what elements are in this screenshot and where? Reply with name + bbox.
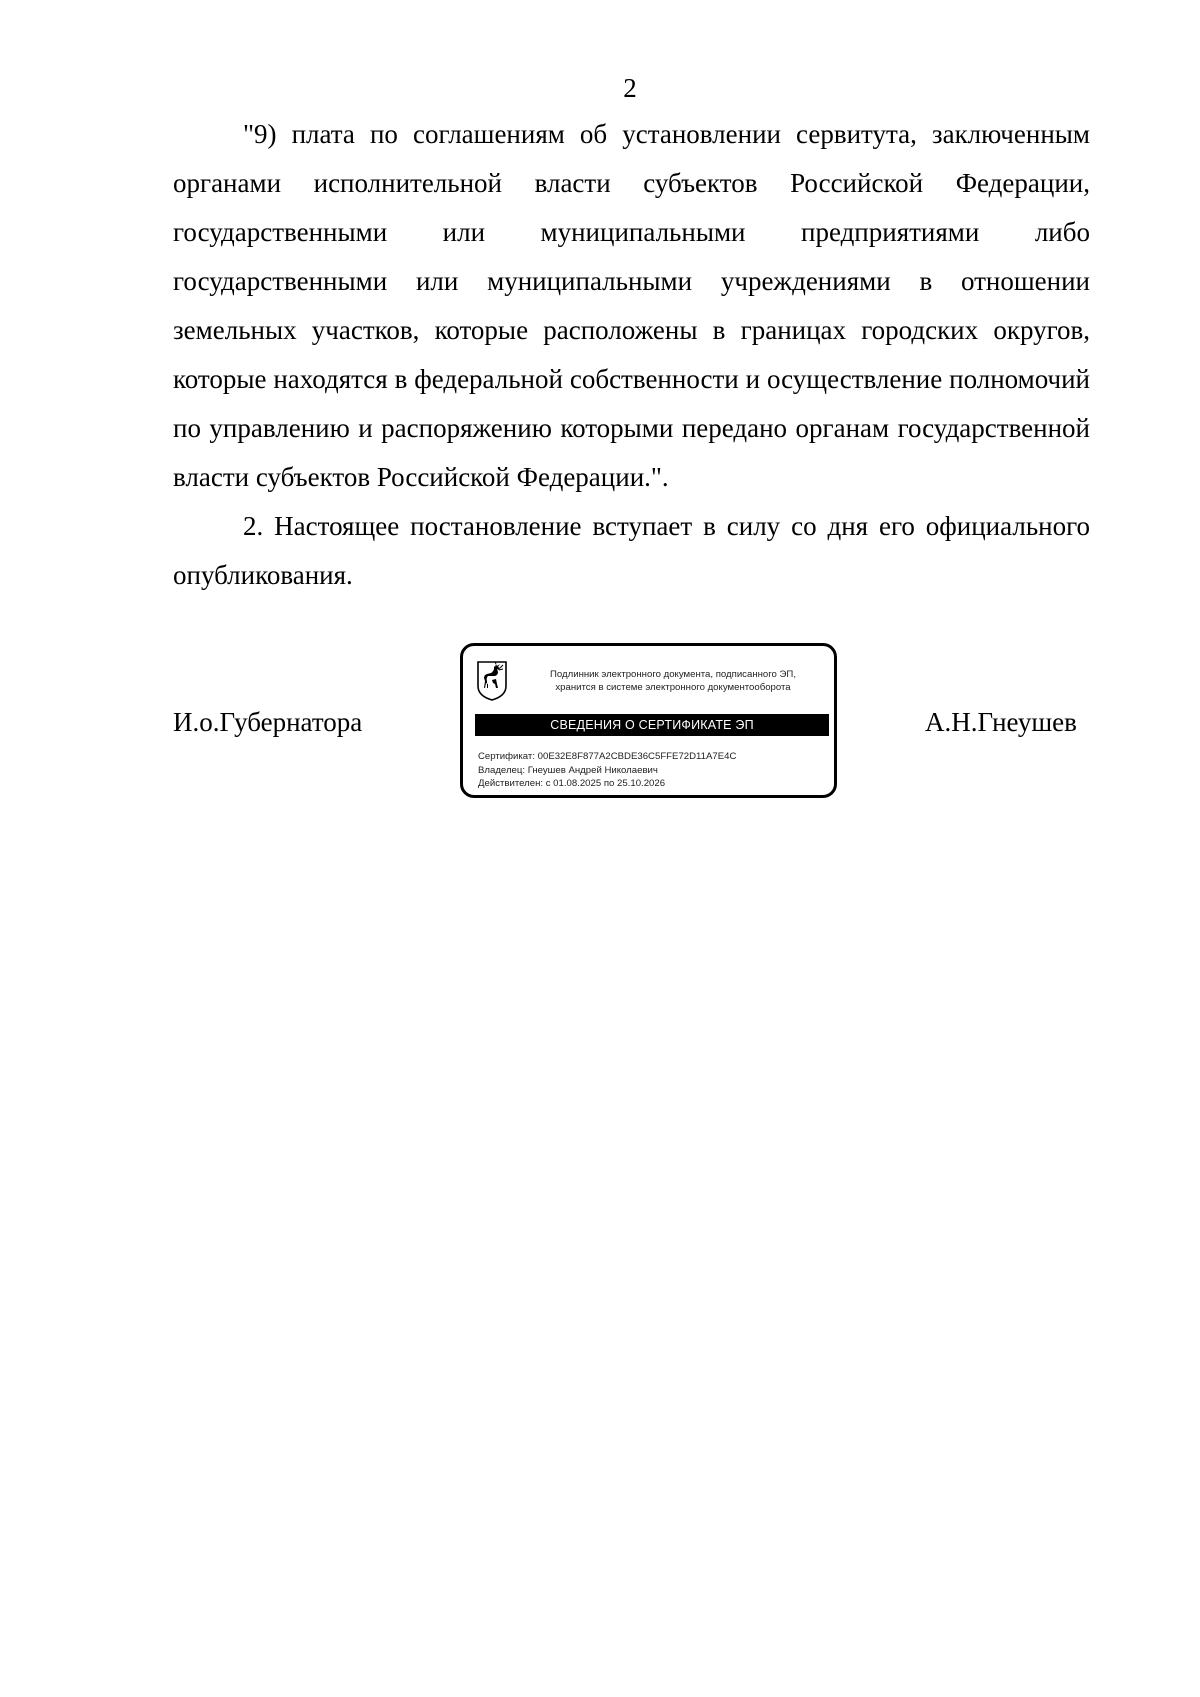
- signer-position: И.о.Губернатора: [173, 707, 363, 737]
- page-number: 2: [623, 73, 637, 103]
- stamp-note-line: хранится в системе электронного документооборота: [555, 682, 791, 693]
- signer-name: А.Н.Гнеушев: [925, 707, 1077, 737]
- paragraph-amendment-9: "9) плата по соглашениям об установлении сервитута, заключенным органами исполнительной власти субъектов Российской Федерации, государственными или муниципальными предприятиями либо государственными или муниципальными учреждениями в отношении земельных участков, которые расположены в границах городских округов, которые находятся в федеральной собственности и осуществление полномочий по управлению и распоряжению которыми передано органам государственной власти субъектов Российской Федерации.".: [173, 119, 1090, 492]
- document-body: [173, 110, 1090, 600]
- stamp-note: [523, 668, 823, 694]
- paragraph-effective-date: 2. Настоящее постановление вступает в силу со дня его официального опубликования.: [173, 511, 1090, 590]
- stamp-certificate-details: [478, 750, 736, 791]
- electronic-signature-stamp: [460, 643, 837, 798]
- stamp-certificate-title: СВЕДЕНИЯ О СЕРТИФИКАТЕ ЭП: [475, 714, 829, 736]
- stamp-certificate-owner: Владелец: Гнеушев Андрей Николаевич: [478, 764, 658, 776]
- stamp-note-line: Подлинник электронного документа, подписанного ЭП,: [550, 669, 796, 680]
- stamp-certificate-validity: Действителен: с 01.08.2025 по 25.10.2026: [478, 778, 666, 789]
- coat-of-arms-deer-icon: [476, 660, 508, 702]
- stamp-certificate-number: Сертификат: 00E32E8F877A2CBDE36C5FFE72D11A7E4C: [478, 751, 737, 762]
